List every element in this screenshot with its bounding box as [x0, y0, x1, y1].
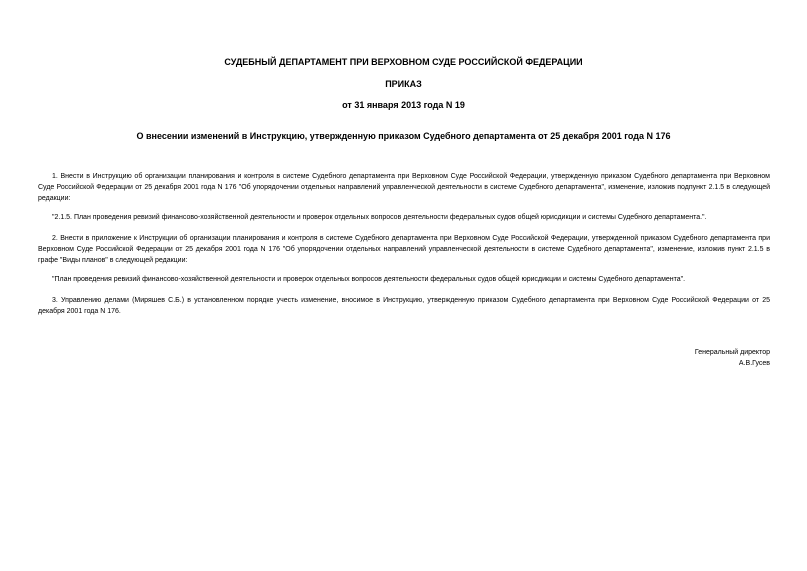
paragraph-3: 3. Управлению делами (Миряшев С.Б.) в установленном порядке учесть изменение, вносимое в Инструкцию, утвержденную приказом Судебного департамента при Верховном Суде Российской Федерации от 25 декабря 2001 года N 176.	[38, 297, 770, 315]
paragraph-2: 2. Внести в приложение к Инструкции об организации планирования и контроля в системе Судебного департамента при Верховном Суде Российской Федерации, утвержденной приказом Судебного департамента при Верховном Суде Российской Федерации от 25 декабря 2001 года N 176 "Об упорядочении отдельных направлений управленческой деятельности в системе Судебного департамента", изменение, изложив пункт 2.1.5 в графе "Виды планов" в следующей редакции:	[38, 235, 770, 264]
paragraph-1-quote: "2.1.5. План проведения ревизий финансово-хозяйственной деятельности и проверок отдельных вопросов деятельности федеральных судов общей юрисдикции и системы Судебного департамента.".	[52, 214, 707, 221]
signatory-name: А.В.Гусев	[738, 360, 770, 367]
subject-heading: О внесении изменений в Инструкцию, утвержденную приказом Судебного департамента от 25 декабря 2001 года N 176	[136, 131, 671, 141]
date-number-heading: от 31 января 2013 года N 19	[342, 100, 465, 110]
signatory-position: Генеральный директор	[694, 349, 770, 356]
paragraph-2-quote: "План проведения ревизий финансово-хозяйственной деятельности и проверок отдельных вопросов деятельности федеральных судов общей юрисдикции и системы Судебного департамента".	[52, 276, 686, 283]
department-heading: СУДЕБНЫЙ ДЕПАРТАМЕНТ ПРИ ВЕРХОВНОМ СУДЕ РОССИЙСКОЙ ФЕДЕРАЦИИ	[224, 57, 583, 67]
paragraph-1: 1. Внести в Инструкцию об организации планирования и контроля в системе Судебного департамента при Верховном Суде Российской Федерации, утвержденную приказом Судебного департамента при Верховном Суде Российской Федерации от 25 декабря 2001 года N 176 "Об упорядочении отдельных направлений управленческой деятельности в системе Судебного департамента", изменение, изложив подпункт 2.1.5 в следующей редакции:	[38, 173, 770, 202]
document-type-heading: ПРИКАЗ	[385, 79, 422, 89]
